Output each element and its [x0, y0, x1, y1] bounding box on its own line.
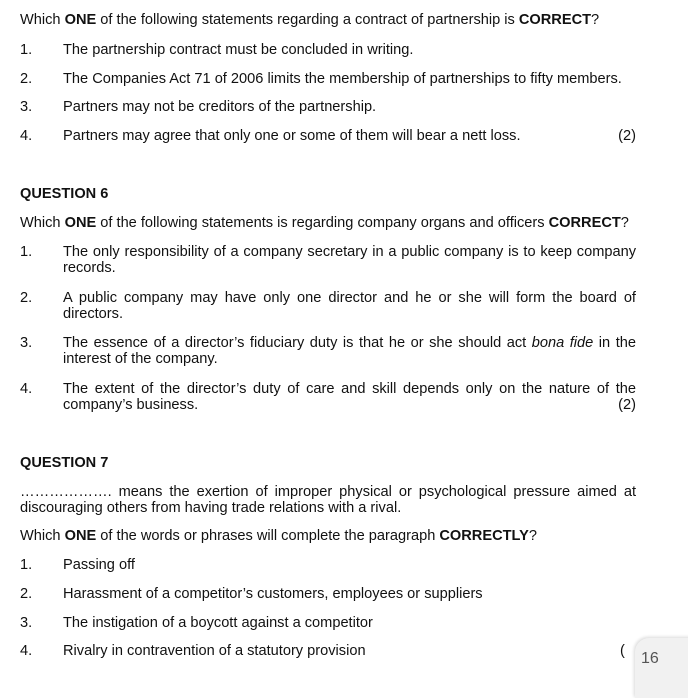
q6-option-number: 2.: [20, 290, 33, 306]
q5-prompt: Which ONE of the following statements regarding a contract of partnership is CORRECT?: [20, 12, 600, 28]
q7-statement: ………………. means the exertion of improper physical or psychological pressure aimed at discouraging others from having trade relations with a rival.: [20, 484, 636, 516]
latin-term: bona fide: [531, 335, 594, 351]
q6-option-text: A public company may have only one director and he or she will form the board of directors.: [63, 290, 636, 322]
q5-option-number: 3.: [20, 99, 33, 115]
q7-prompt: Which ONE of the words or phrases will complete the paragraph CORRECTLY?: [20, 528, 537, 544]
q6-option-number: 4.: [20, 381, 33, 397]
page-number: 16: [641, 650, 659, 667]
q5-option-text: Partners may not be creditors of the partnership.: [63, 99, 377, 115]
q5-option-text: Partners may agree that only one or some of them will bear a nett loss.: [63, 128, 521, 144]
page-number-tab[interactable]: [635, 638, 688, 698]
q6-prompt: Which ONE of the following statements is regarding company organs and officers CORRECT?: [20, 215, 629, 231]
q7-option-number: 3.: [20, 615, 33, 631]
q6-option-text: The only responsibility of a company secretary in a public company is to keep company records.: [63, 244, 636, 276]
q5-marks: (2): [618, 128, 636, 144]
q6-marks: (2): [618, 397, 636, 413]
q6-option-number: 3.: [20, 335, 33, 351]
q5-option-text: The Companies Act 71 of 2006 limits the membership of partnerships to fifty members.: [63, 71, 622, 87]
q7-option-number: 1.: [20, 557, 33, 573]
q6-option-text: The essence of a director’s fiduciary duty is that he or she should act bona fide in the interest of the company.: [63, 335, 636, 367]
q7-option-number: 2.: [20, 586, 33, 602]
q7-option-text: Harassment of a competitor’s customers, employees or suppliers: [63, 586, 483, 602]
q6-option-text: The extent of the director’s duty of care and skill depends only on the nature of the company’s business.: [63, 381, 636, 413]
q6-option-number: 1.: [20, 244, 33, 260]
q7-option-text: Passing off: [63, 557, 135, 573]
q5-option-number: 4.: [20, 128, 33, 144]
q7-option-text: The instigation of a boycott against a competitor: [63, 615, 373, 631]
q7-option-number: 4.: [20, 643, 33, 659]
q7-heading: QUESTION 7: [20, 455, 109, 471]
q5-option-number: 1.: [20, 42, 33, 58]
q5-option-text: The partnership contract must be concluded in writing.: [63, 42, 414, 58]
q5-option-number: 2.: [20, 71, 33, 87]
q7-option-text: Rivalry in contravention of a statutory provision: [63, 643, 366, 659]
q7-marks-partial: (: [620, 643, 625, 659]
q6-heading: QUESTION 6: [20, 186, 109, 202]
